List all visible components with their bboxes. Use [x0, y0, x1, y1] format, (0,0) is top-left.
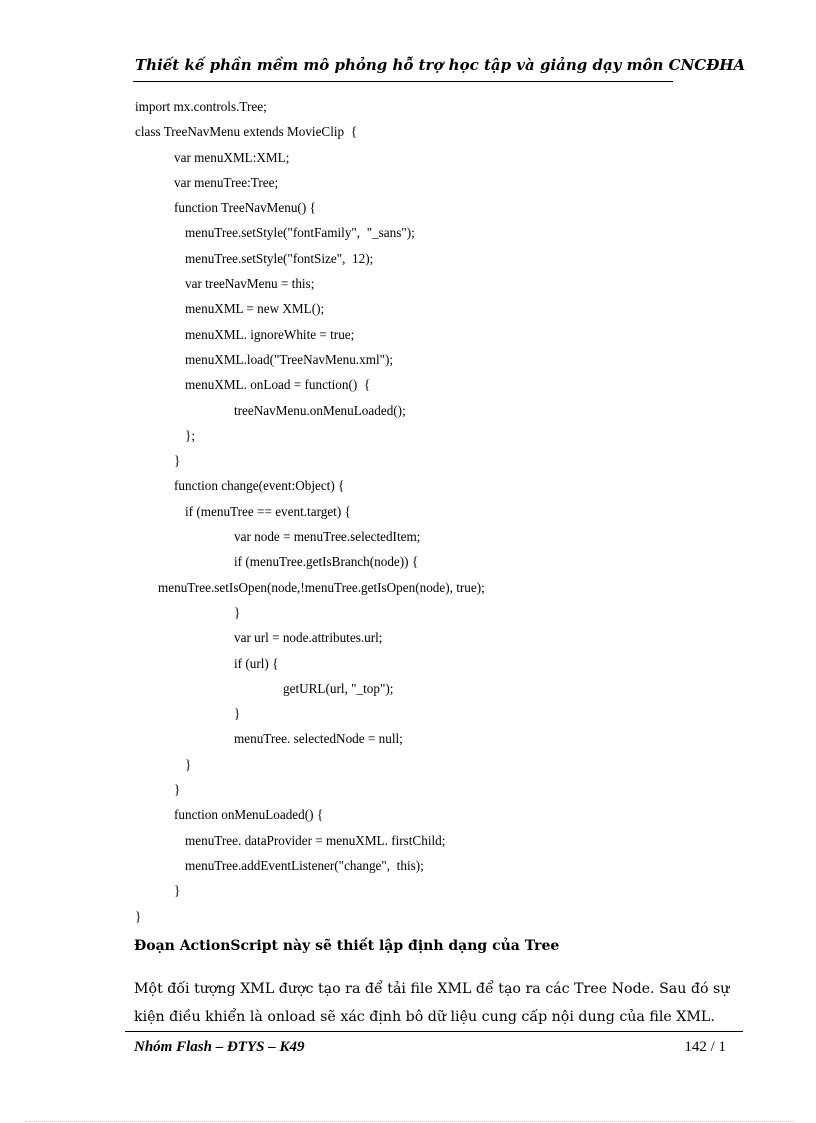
- code-line: import mx.controls.Tree;: [135, 99, 267, 114]
- code-line: var menuXML:XML;: [174, 149, 290, 165]
- code-line: }: [174, 782, 181, 798]
- code-line: function onMenuLoaded() {: [174, 807, 324, 823]
- code-line: var treeNavMenu = this;: [185, 276, 315, 292]
- code-line: var url = node.attributes.url;: [234, 630, 383, 646]
- code-line: menuTree.setStyle("fontFamily", "_sans");: [185, 225, 415, 241]
- code-line: menuTree. selectedNode = null;: [234, 731, 403, 747]
- code-line: }: [174, 883, 181, 899]
- page-number: 142 / 1: [684, 1039, 726, 1055]
- page-bottom-edge: [25, 1121, 795, 1122]
- body-paragraph: [134, 975, 746, 1031]
- code-line: function TreeNavMenu() {: [174, 200, 316, 216]
- code-line: if (url) {: [234, 655, 279, 671]
- code-line: if (menuTree.getIsBranch(node)) {: [234, 554, 419, 570]
- code-line: }: [185, 756, 192, 772]
- header-divider: [133, 81, 673, 82]
- code-line: getURL(url, "_top");: [283, 680, 394, 696]
- code-line: menuTree.setIsOpen(node,!menuTree.getIsOpen(node), true);: [158, 579, 485, 595]
- code-line: menuXML. onLoad = function() {: [185, 377, 371, 393]
- section-heading: Đoạn ActionScript này sẽ thiết lập định dạng của Tree: [134, 938, 560, 954]
- footer-group-name: Nhóm Flash – ĐTYS – K49: [134, 1039, 305, 1055]
- code-line: menuXML.load("TreeNavMenu.xml");: [185, 351, 394, 367]
- code-line: class TreeNavMenu extends MovieClip {: [135, 124, 358, 140]
- code-line: menuTree.setStyle("fontSize", 12);: [185, 250, 374, 266]
- page-header-title: Thiết kế phần mềm mô phỏng hỗ trợ học tập và giảng dạy môn CNCĐHA: [135, 56, 746, 74]
- footer-divider: [125, 1031, 743, 1032]
- code-line: var node = menuTree.selectedItem;: [234, 529, 421, 545]
- code-line: if (menuTree == event.target) {: [185, 503, 351, 519]
- code-line: var menuTree:Tree;: [174, 174, 279, 190]
- code-line: }: [234, 604, 241, 620]
- code-line: menuTree. dataProvider = menuXML. firstChild;: [185, 832, 446, 848]
- code-line: }: [234, 706, 241, 722]
- code-line: menuXML. ignoreWhite = true;: [185, 326, 355, 342]
- code-line: treeNavMenu.onMenuLoaded();: [234, 402, 406, 418]
- code-line: };: [185, 427, 195, 443]
- paragraph-line: kiện điều khiển là onload sẽ xác định bô dữ liệu cung cấp nội dung của file XML.: [134, 1009, 715, 1025]
- paragraph-line: Một đối tượng XML được tạo ra để tải file XML để tạo ra các Tree Node. Sau đó sự: [134, 981, 730, 997]
- code-line: }: [174, 453, 181, 469]
- code-line: menuXML = new XML();: [185, 301, 325, 317]
- code-line: menuTree.addEventListener("change", this);: [185, 857, 424, 873]
- code-line: function change(event:Object) {: [174, 478, 345, 494]
- code-line: }: [135, 908, 142, 924]
- code-listing: [0, 94, 816, 929]
